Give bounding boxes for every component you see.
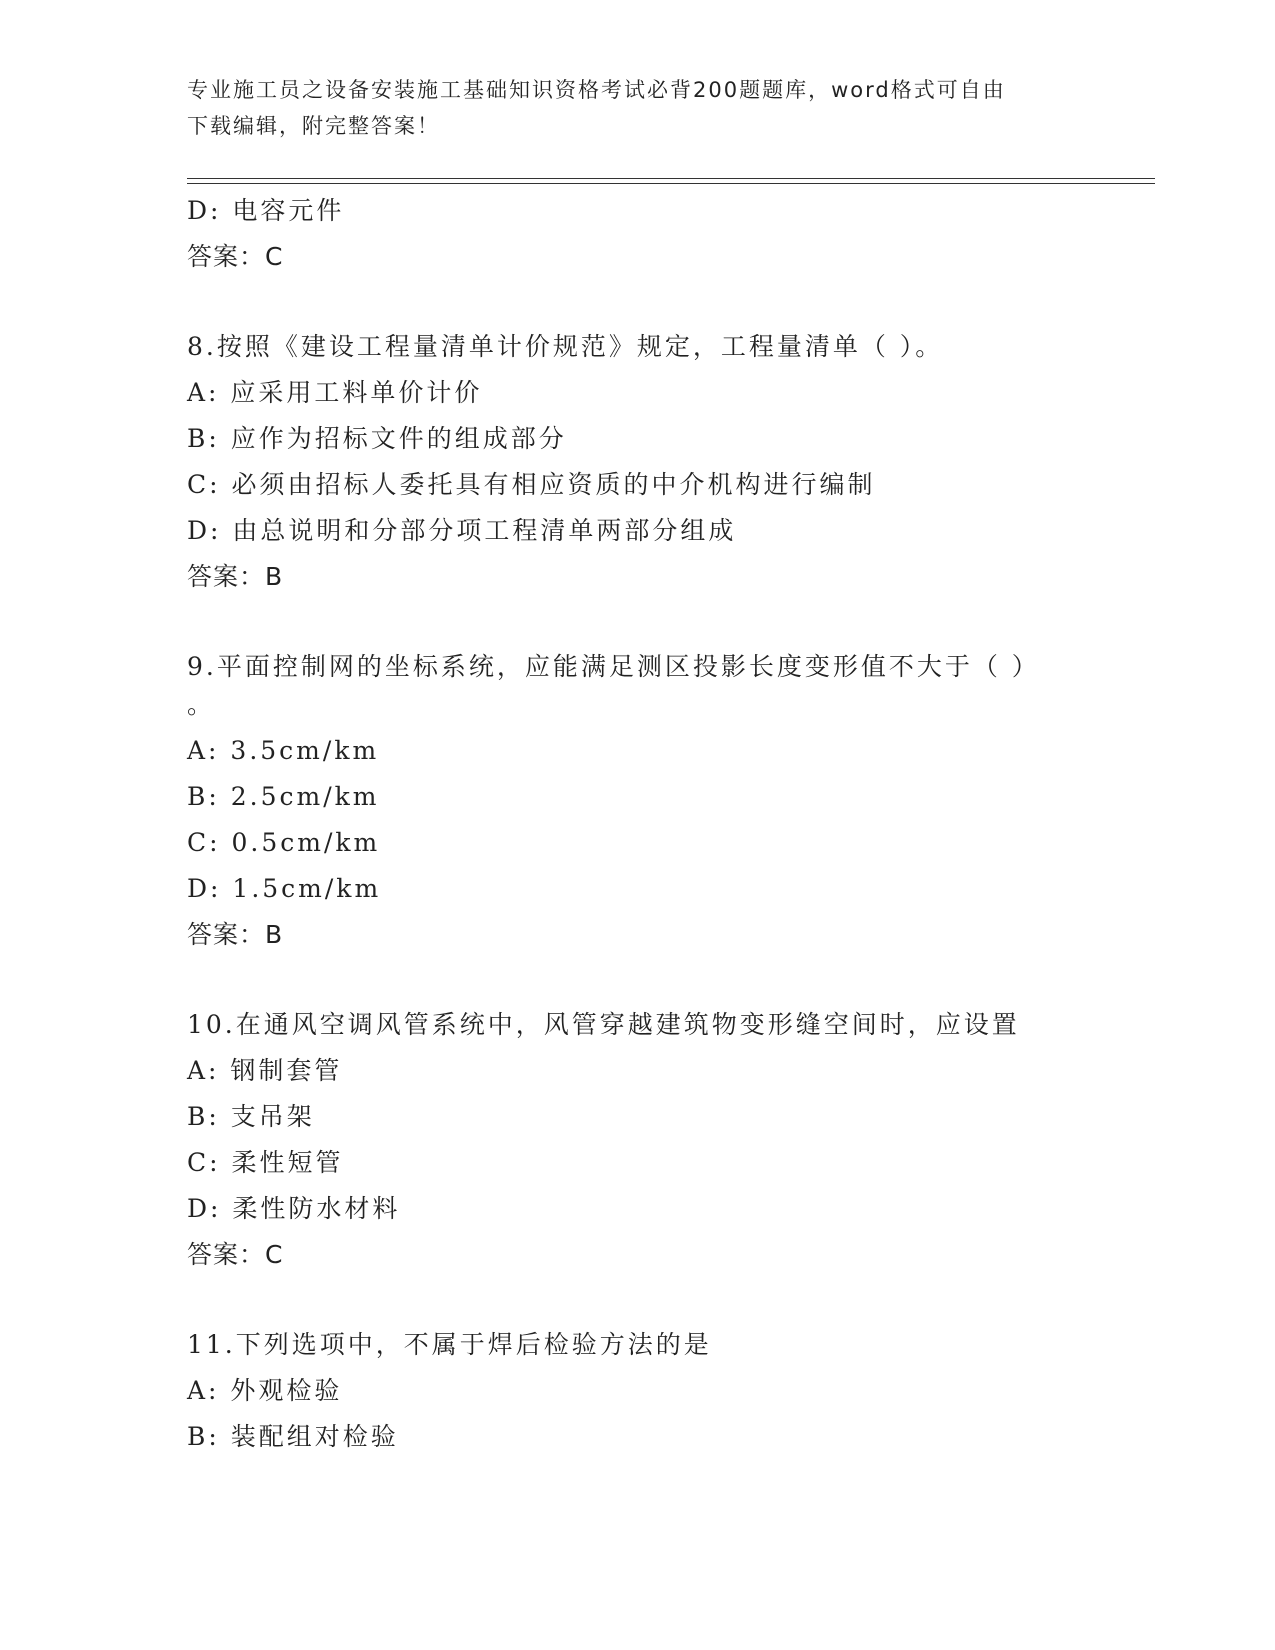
question-stem: 10.在通风空调风管系统中，风管穿越建筑物变形缝空间时，应设置 [187,1010,1020,1039]
answer-line: 答案：C [187,242,284,271]
option-a: A: 钢制套管 [187,1056,343,1085]
option-d: D: 电容元件 [187,196,345,225]
answer-line: 答案：B [187,920,284,949]
question-10 [187,1002,1155,1278]
option-c: C: 必须由招标人委托具有相应资质的中介机构进行编制 [187,470,876,499]
option-c: C: 0.5cm/km [187,828,381,857]
question-9 [187,644,1155,958]
option-d: D: 柔性防水材料 [187,1194,401,1223]
header-line-1: 专业施工员之设备安装施工基础知识资格考试必背200题题库，word格式可自由 [187,78,1006,102]
option-a: A: 3.5cm/km [187,736,380,765]
question-11 [187,1322,1155,1460]
header-divider [187,178,1155,184]
answer-line: 答案：B [187,562,284,591]
option-a: A: 外观检验 [187,1376,343,1405]
option-d: D: 1.5cm/km [187,874,382,903]
option-a: A: 应采用工料单价计价 [187,378,483,407]
question-stem: 8.按照《建设工程量清单计价规范》规定，工程量清单（ ）。 [187,332,944,361]
answer-line: 答案：C [187,1240,284,1269]
document-header [187,72,1077,144]
option-b: B: 应作为招标文件的组成部分 [187,424,567,453]
question-stem: 11.下列选项中，不属于焊后检验方法的是 [187,1330,712,1359]
question-stem-continued: 。 [187,690,216,719]
option-b: B: 2.5cm/km [187,782,380,811]
question-8 [187,324,1155,600]
option-c: C: 柔性短管 [187,1148,344,1177]
option-b: B: 支吊架 [187,1102,315,1131]
question-list [187,188,1155,1460]
header-line-2: 下载编辑，附完整答案！ [187,114,440,138]
question-stem: 9.平面控制网的坐标系统，应能满足测区投影长度变形值不大于（ ） [187,652,1040,681]
option-b: B: 装配组对检验 [187,1422,399,1451]
option-d: D: 由总说明和分部分项工程清单两部分组成 [187,516,737,545]
